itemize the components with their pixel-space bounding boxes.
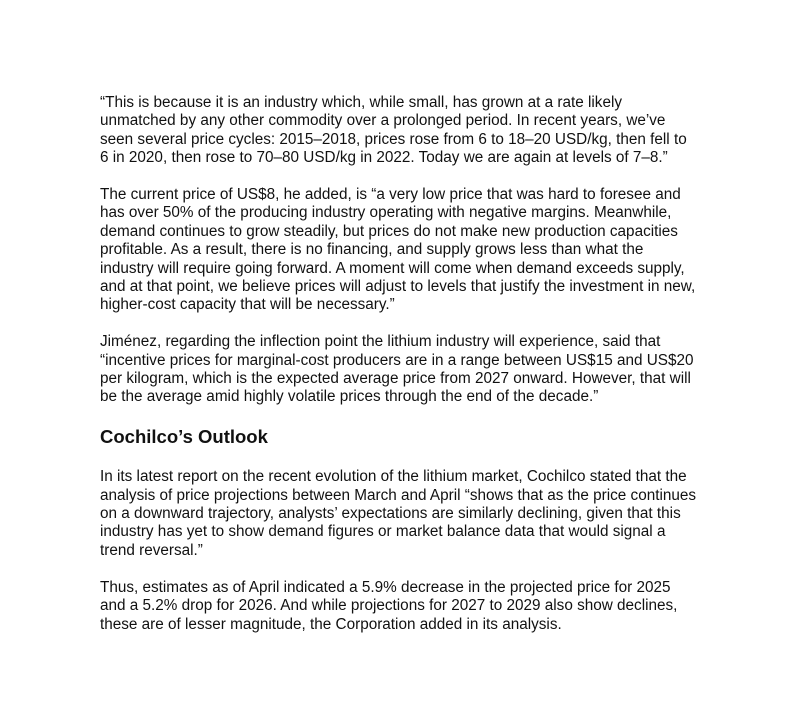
paragraph xyxy=(100,333,740,407)
paragraph xyxy=(100,468,740,560)
text-line: industry has yet to show demand figures or market balance data that would signal a xyxy=(100,523,666,541)
text-line: Jiménez, regarding the inflection point the lithium industry will experience, said that xyxy=(100,333,661,351)
article-section-outlook xyxy=(100,468,740,634)
text-line: analysis of price projections between March and April “shows that as the price continues xyxy=(100,486,697,504)
text-line: profitable. As a result, there is no financing, and supply grows less than what the xyxy=(100,241,644,259)
text-line: on a downward trajectory, analysts’ expectations are similarly declining, given that this xyxy=(100,505,681,523)
text-line: Thus, estimates as of April indicated a 5.9% decrease in the projected price for 2025 xyxy=(100,578,671,596)
text-line: demand continues to grow steadily, but prices do not make new production capacities xyxy=(100,222,678,240)
paragraph xyxy=(100,94,740,168)
text-line: 6 in 2020, then rose to 70–80 USD/kg in 2022. Today we are again at levels of 7–8.” xyxy=(100,149,668,167)
text-line: “This is because it is an industry which, while small, has grown at a rate likely xyxy=(100,94,623,111)
article-section-intro xyxy=(100,94,740,407)
text-line: industry will require going forward. A moment will come when demand exceeds supply, xyxy=(100,259,685,277)
text-line: higher-cost capacity that will be necessary.” xyxy=(100,296,395,314)
text-line: and at that point, we believe prices will adjust to levels that justify the investment in new, xyxy=(100,278,696,296)
text-line: trend reversal.” xyxy=(100,541,203,559)
paragraph xyxy=(100,579,740,634)
text-line: and a 5.2% drop for 2026. And while projections for 2027 to 2029 also show declines, xyxy=(100,597,678,615)
text-line: In its latest report on the recent evolution of the lithium market, Cochilco stated that the xyxy=(100,468,687,486)
section-heading: Cochilco’s Outlook xyxy=(100,426,268,448)
text-line: these are of lesser magnitude, the Corporation added in its analysis. xyxy=(100,615,562,633)
text-line: has over 50% of the producing industry operating with negative margins. Meanwhile, xyxy=(100,204,672,222)
text-line: seen several price cycles: 2015–2018, prices rose from 6 to 18–20 USD/kg, then fell to xyxy=(100,130,687,148)
text-line: unmatched by any other commodity over a prolonged period. In recent years, we’ve xyxy=(100,112,666,130)
text-line: “incentive prices for marginal-cost producers are in a range between US$15 and US$20 xyxy=(100,351,694,369)
text-line: per kilogram, which is the expected average price from 2027 onward. However, that will xyxy=(100,370,691,388)
paragraph xyxy=(100,186,740,315)
text-line: be the average amid highly volatile prices through the end of the decade.” xyxy=(100,388,599,406)
article-body xyxy=(100,94,740,652)
text-line: The current price of US$8, he added, is “a very low price that was hard to foresee and xyxy=(100,186,681,204)
